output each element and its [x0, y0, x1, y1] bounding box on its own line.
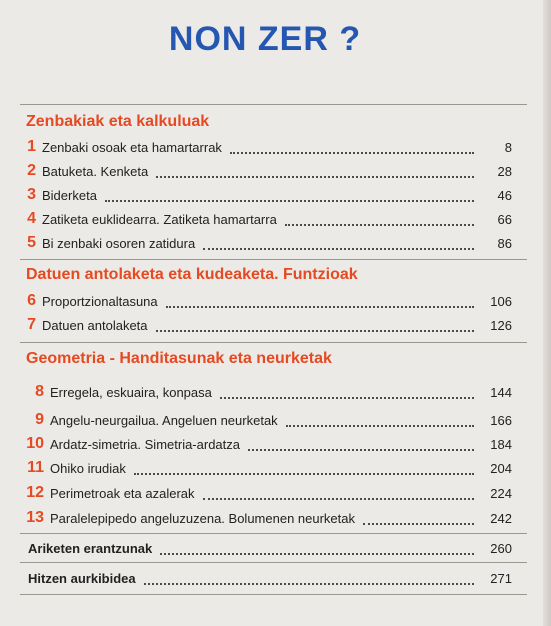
dot-leader — [248, 437, 474, 451]
chapter-title: Angelu-neurgailua. Angeluen neurketak — [50, 412, 278, 428]
toc-entry-10[interactable] — [20, 433, 512, 455]
toc-entry-2[interactable] — [20, 160, 512, 182]
page-number: 260 — [490, 540, 512, 556]
chapter-title: Perimetroak eta azalerak — [50, 485, 195, 501]
page-number: 166 — [490, 412, 512, 428]
dot-leader — [203, 486, 474, 500]
dot-leader — [220, 385, 474, 399]
page-number: 126 — [490, 317, 512, 333]
chapter-number: 2 — [27, 162, 36, 179]
section-divider — [20, 259, 527, 260]
toc-entry-11[interactable] — [20, 457, 512, 479]
page-number: 86 — [497, 235, 512, 251]
chapter-title: Biderketa — [42, 187, 97, 203]
page-number: 204 — [490, 460, 512, 476]
chapter-number: 8 — [35, 383, 44, 400]
chapter-number: 13 — [26, 509, 44, 526]
chapter-number: 6 — [27, 292, 36, 309]
page-number: 46 — [497, 187, 512, 203]
toc-entry-1[interactable] — [20, 136, 512, 158]
chapter-number: 10 — [26, 435, 44, 452]
chapter-number: 11 — [27, 459, 44, 476]
page-number: 66 — [497, 211, 512, 227]
chapter-number: 7 — [27, 316, 36, 333]
dot-leader — [156, 318, 474, 332]
dot-leader — [363, 511, 474, 525]
toc-entry-answers[interactable] — [20, 537, 512, 559]
page-number: 106 — [490, 293, 512, 309]
section-heading-data: Datuen antolaketa eta kudeaketa. Funtzioak — [26, 266, 358, 283]
page-number: 28 — [497, 163, 512, 179]
toc-entry-8[interactable] — [20, 381, 512, 403]
toc-entry-7[interactable] — [20, 314, 512, 336]
page-number: 144 — [490, 384, 512, 400]
extra-title: Hitzen aurkibidea — [28, 570, 136, 586]
toc-entry-5[interactable] — [20, 232, 512, 254]
chapter-title: Zatiketa euklidearra. Zatiketa hamartarra — [42, 211, 277, 227]
chapter-number: 4 — [27, 210, 36, 227]
chapter-title: Proportzionaltasuna — [42, 293, 158, 309]
section-divider — [20, 562, 527, 563]
title-divider — [20, 104, 527, 105]
page-title: NON ZER ? — [168, 20, 362, 58]
page-number: 224 — [490, 485, 512, 501]
dot-leader — [105, 188, 474, 202]
chapter-title: Bi zenbaki osoren zatidura — [42, 235, 196, 251]
section-divider — [20, 342, 527, 343]
section-heading-numbers: Zenbakiak eta kalkuluak — [26, 113, 210, 130]
dot-leader — [285, 212, 474, 226]
toc-entry-4[interactable] — [20, 208, 512, 230]
chapter-title: Erregela, eskuaira, konpasa — [50, 384, 212, 400]
page-number: 242 — [490, 510, 512, 526]
chapter-title: Ardatz-simetria. Simetria-ardatza — [50, 436, 240, 452]
toc-entry-12[interactable] — [20, 482, 512, 504]
dot-leader — [286, 413, 474, 427]
dot-leader — [160, 541, 474, 555]
dot-leader — [166, 294, 474, 308]
toc-entry-3[interactable] — [20, 184, 512, 206]
extra-title: Ariketen erantzunak — [28, 540, 153, 556]
section-divider — [20, 533, 527, 534]
chapter-number: 3 — [27, 186, 36, 203]
dot-leader — [203, 236, 474, 250]
page-edge — [543, 0, 551, 626]
chapter-title: Zenbaki osoak eta hamartarrak — [42, 139, 222, 155]
page-number: 8 — [504, 139, 512, 155]
page-number: 184 — [490, 436, 512, 452]
dot-leader — [134, 461, 474, 475]
chapter-title: Datuen antolaketa — [42, 317, 148, 333]
dot-leader — [156, 164, 474, 178]
toc-entry-glossary[interactable] — [20, 567, 512, 589]
dot-leader — [144, 571, 474, 585]
toc-entry-13[interactable] — [20, 507, 512, 529]
chapter-title: Paralelepipedo angeluzuzena. Bolumenen neurketak — [50, 510, 355, 526]
toc-entry-6[interactable] — [20, 290, 512, 312]
section-heading-geometry: Geometria - Handitasunak eta neurketak — [26, 350, 332, 367]
chapter-number: 12 — [26, 484, 44, 501]
toc-entry-9[interactable] — [20, 409, 512, 431]
chapter-title: Ohiko irudiak — [50, 460, 126, 476]
section-divider — [20, 594, 527, 595]
chapter-title: Batuketa. Kenketa — [42, 163, 149, 179]
chapter-number: 9 — [35, 411, 44, 428]
chapter-number: 5 — [27, 234, 36, 251]
chapter-number: 1 — [27, 138, 36, 155]
page-number: 271 — [490, 570, 512, 586]
dot-leader — [230, 140, 474, 154]
